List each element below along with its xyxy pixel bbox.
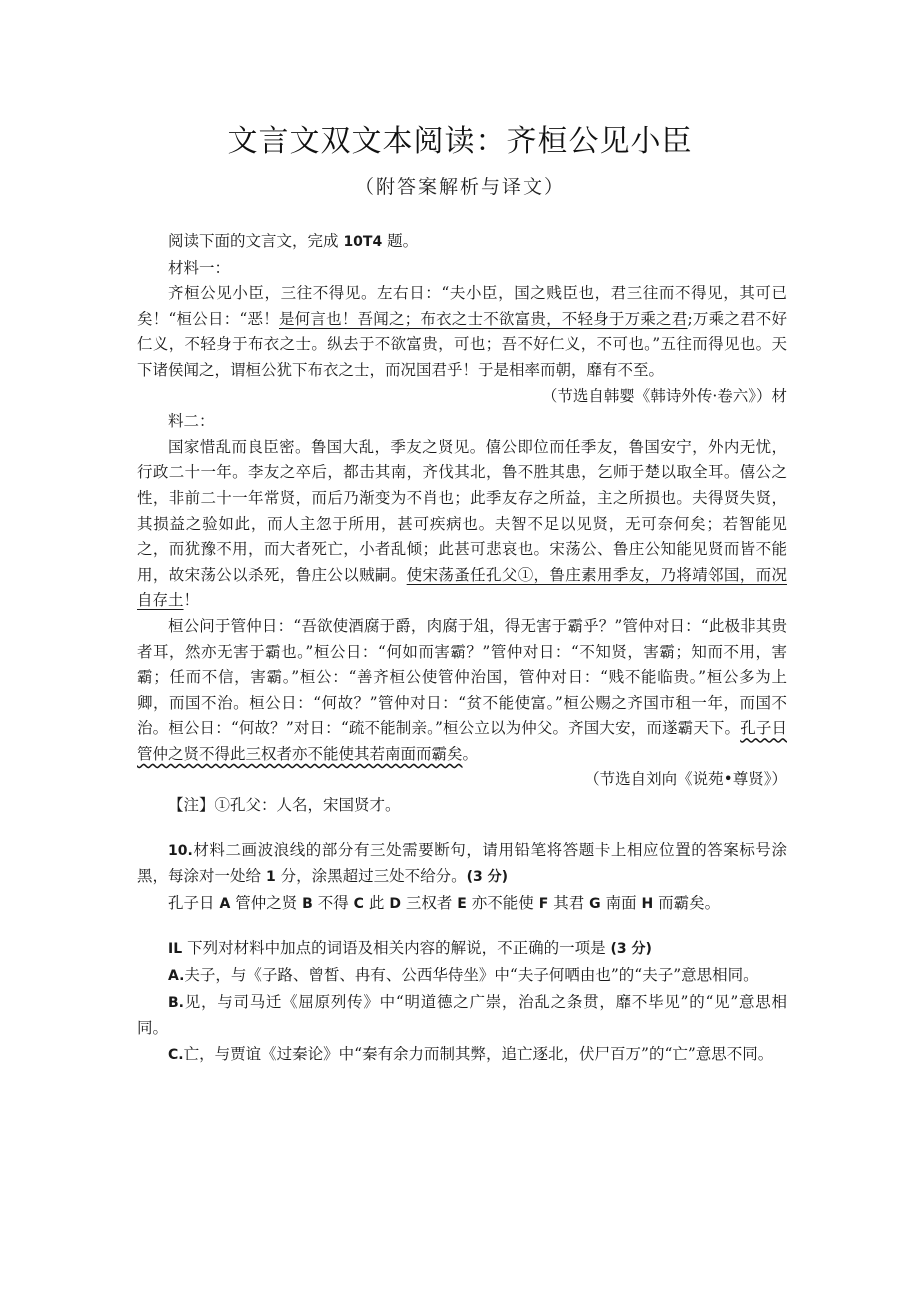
answer-option-a[interactable] xyxy=(137,963,787,990)
footnote: 【注】①孔父：人名，宋国贤才。 xyxy=(168,796,401,815)
question-text-cont: 分，涂黑超过三处不给分。 xyxy=(275,867,467,886)
question-range: 10T4 xyxy=(343,234,383,250)
punctuation: 。 xyxy=(462,744,479,763)
question-text: 下列对材料中加点的词语及相关内容的解说，不正确的一项是 xyxy=(182,939,611,958)
material-2-source: （节选自刘向《说苑•尊贤》） xyxy=(584,770,787,789)
question-text: 材料二画波浪线的部分有三处需要断句，请用铅笔将答题卡上相应位置的答案标号涂黑，每涂对一处给 xyxy=(137,840,787,886)
option-mark[interactable]: C xyxy=(353,895,364,912)
intro-text-end: 题。 xyxy=(382,232,419,250)
material-1-text: 齐桓公见小臣，三往不得见。左右日：“夫小臣，国之贱臣也，君三往而不得见，其可已矣！“桓公日：“恶！ xyxy=(137,284,787,328)
option-mark[interactable]: B xyxy=(302,895,313,912)
option-segment-tail: 而霸矣。 xyxy=(653,893,721,912)
option-segment: 其君 xyxy=(548,893,590,912)
option-text: 夫子，与《子路、曾皙、冉有、公西华侍坐》中“夫子何哂由也”的“夫子”意思相同。 xyxy=(184,966,759,985)
punctuation: ！ xyxy=(183,591,200,610)
material-2-paragraph-2 xyxy=(137,614,787,768)
option-label: A. xyxy=(168,968,185,985)
question-10 xyxy=(137,838,787,891)
material-1-source: （节选自韩婴《韩诗外传·卷六》）材 xyxy=(541,386,787,405)
wavy-underlined-sentence: 孔子日管仲之贤不得此三权者亦不能使其若南面而霸矣 xyxy=(137,719,787,763)
option-segment: 三权者 xyxy=(400,893,458,912)
option-mark[interactable]: A xyxy=(219,895,231,912)
page-subtitle: （附答案解析与译文） xyxy=(354,176,565,198)
page-title: 文言文双文本阅读：齐桓公见小臣 xyxy=(227,124,693,159)
question-score: (3 分) xyxy=(466,869,509,886)
material-1-paragraph xyxy=(137,281,787,383)
material-1-heading: 材料一： xyxy=(168,258,231,277)
answer-option-c[interactable] xyxy=(137,1042,787,1069)
question-number: 10. xyxy=(168,842,193,859)
material-2-text: 国家惜乱而良臣密。鲁国大乱，季友之贤见。僖公即位而任季友，鲁国安宁，外内无忧，行政二十一年。李友之卒后，都击其南，齐伐其北，鲁不胜其患，乞师于楚以取全耳。僖公之性，非前二十一年常贤，而后乃渐变为不肖也；此季友存之所益，主之所损也。夫得贤失贤，其损益之验如此，而人主忽于所用，甚可疾病也。夫智不足以见贤，无可奈何矣；若智能见之，而犹豫不用，而大者死亡，小者乱倾；此甚可悲哀也。宋荡公、鲁庄公知能见贤而皆不能用，故宋荡公以杀死，鲁庄公以贼嗣。 xyxy=(137,437,787,584)
intro-line xyxy=(137,229,787,256)
option-label: C. xyxy=(168,1046,184,1063)
option-segment: 南面 xyxy=(600,893,642,912)
answer-option-b[interactable] xyxy=(137,990,787,1042)
document-body xyxy=(137,229,787,1068)
underlined-sentence: 使宋荡蚤任孔父①，鲁庄素用季友，乃将靖邻国，而况自存土 xyxy=(137,565,787,610)
option-text: 见，与司马迁《屈原列传》中“明道德之广崇，治乱之条贯，靡不毕见”的“见”意思相同。 xyxy=(137,992,787,1038)
material-2-paragraph-1 xyxy=(137,435,787,614)
option-segment: 亦不能使 xyxy=(466,893,539,912)
option-segment: 孔子日 xyxy=(168,893,220,912)
option-mark[interactable]: F xyxy=(538,895,549,912)
intro-text: 阅读下面的文言文，完成 xyxy=(168,232,344,250)
option-mark[interactable]: D xyxy=(389,895,401,912)
points-value: 1 xyxy=(265,869,276,886)
option-segment: 管仲之贤 xyxy=(230,893,303,912)
material-2-text-2: 桓公问于管仲日：“吾欲使酒腐于爵，肉腐于俎，得无害于霸乎？”管仲对日：“此极非其贵者耳，然亦无害于霸也。”桓公日：“何如而害霸？”管仲对日：“不知贤，害霸；知而不用，害霸；任而不信，害霸。”桓公：“善齐桓公使管仲治国，管仲对日：“贱不能临贵。”桓公多为上卿，而国不治。桓公日：“何故？”管仲对日：“贫不能使富。”桓公赐之齐国市租一年，而国不治。桓公日：“何故？”对日：“疏不能制亲。”桓公立以为仲父。齐国大安，而遂霸天下。 xyxy=(137,616,787,738)
material-1-text-cont: ;万乘之君不好仁义，不轻身于布衣之士。纵去于不欲富贵，可也；吾不好仁义，不可也。”五往而得见也。天下诸侯闻之，谓桓公犹下布衣之士，而况国君乎！于是相率而朝，靡有不至。 xyxy=(137,309,787,379)
question-score: (3 分) xyxy=(610,941,652,958)
option-text: 亡，与贾谊《过秦论》中“秦有余力而制其弊，追亡逐北，伏尸百万”的“亡”意思不同。 xyxy=(183,1044,774,1063)
option-mark[interactable]: E xyxy=(457,895,467,912)
option-segment: 不得 xyxy=(312,893,354,912)
option-mark[interactable]: G xyxy=(589,895,601,912)
question-10-options xyxy=(137,891,787,918)
option-mark[interactable]: H xyxy=(641,895,654,912)
option-label: B. xyxy=(168,994,184,1011)
question-11 xyxy=(137,936,787,963)
question-number: IL xyxy=(168,941,183,958)
material-2-heading: 料二： xyxy=(168,412,215,431)
underlined-sentence: 是何言也！吾闻之；布衣之士不欲富贵，不轻身于万乘之君 xyxy=(278,309,688,328)
option-segment: 此 xyxy=(363,893,390,912)
